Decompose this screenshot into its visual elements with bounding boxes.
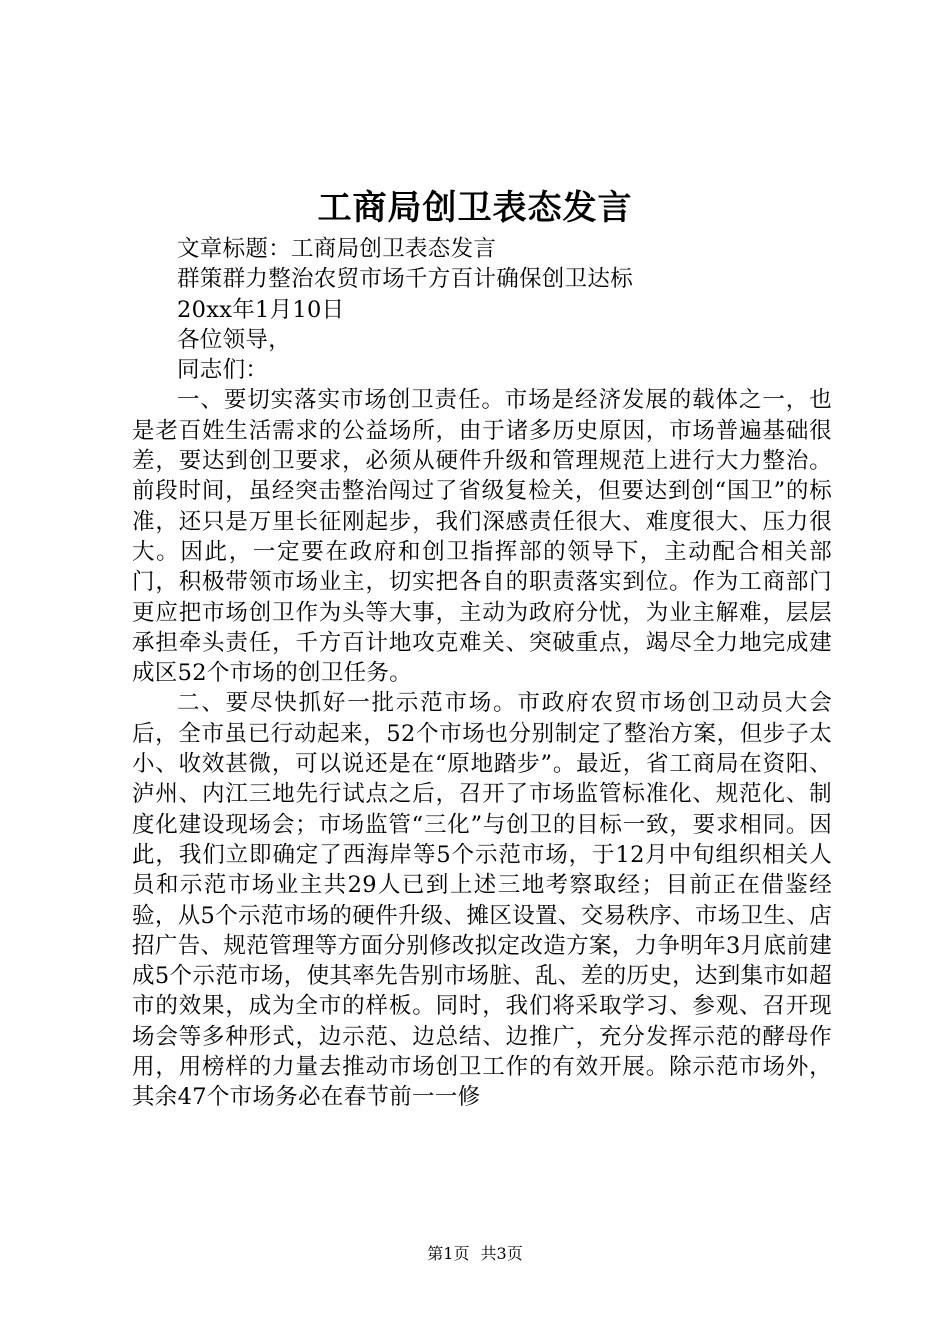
- document-body: [132, 234, 832, 1113]
- salutation-line-1: 各位领导，: [177, 326, 292, 353]
- article-title-line: 文章标题：工商局创卫表态发言: [177, 236, 497, 262]
- page-number: 第1页: [427, 1244, 470, 1263]
- date-line: 20xx年1月10日: [177, 296, 345, 323]
- page-footer: [0, 1243, 950, 1265]
- subtitle-line: 群策群力整治农贸市场千方百计确保创卫达标: [177, 266, 634, 293]
- salutation-line-2: 同志们：: [177, 357, 269, 384]
- paragraph-1: 一、要切实落实市场创卫责任。市场是经济发展的载体之一，也是老百姓生活需求的公益场所，由于诸多历史原因，市场普遍基础很差，要达到创卫要求，必须从硬件升级和管理规范上进行大力整治。前段时间，虽经突击整治闯过了省级复检关，但要达到创“国卫”的标准，还只是万里长征刚起步，我们深感责任很大、难度很大、压力很大。因此，一定要在政府和创卫指挥部的领导下，主动配合相关部门，积极带领市场业主，切实把各自的职责落实到位。作为工商部门更应把市场创卫作为头等大事，主动为政府分忧，为业主解难，层层承担牵头责任，千方百计地攻克难关、突破重点，竭尽全力地完成建成区52个市场的创卫任务。: [132, 387, 832, 687]
- document-title: 工商局创卫表态发言: [317, 188, 633, 228]
- page-total: 共3页: [480, 1244, 523, 1263]
- paragraph-2: 二、要尽快抓好一批示范市场。市政府农贸市场创卫动员大会后，全市虽已行动起来，52个市场也分别制定了整治方案，但步子太小、收效甚微，可以说还是在“原地踏步”。最近，省工商局在资阳、泸州、内江三地先行试点之后，召开了市场监管标准化、规范化、制度化建设现场会；市场监管“三化”与创卫的目标一致，要求相同。因此，我们立即确定了西海岸等5个示范市场，于12月中旬组织相关人员和示范市场业主共29人已到上述三地考察取经；目前正在借鉴经验，从5个示范市场的硬件升级、摊区设置、交易秩序、市场卫生、店招广告、规范管理等方面分别修改拟定改造方案，力争明年3月底前建成5个示范市场，使其率先告别市场脏、乱、差的历史，达到集市如超市的效果，成为全市的样板。同时，我们将采取学习、参观、召开现场会等多种形式，边示范、边总结、边推广，充分发挥示范的酵母作用，用榜样的力量去推动市场创卫工作的有效开展。除示范市场外，其余47个市场务必在春节前一一修: [132, 690, 832, 1111]
